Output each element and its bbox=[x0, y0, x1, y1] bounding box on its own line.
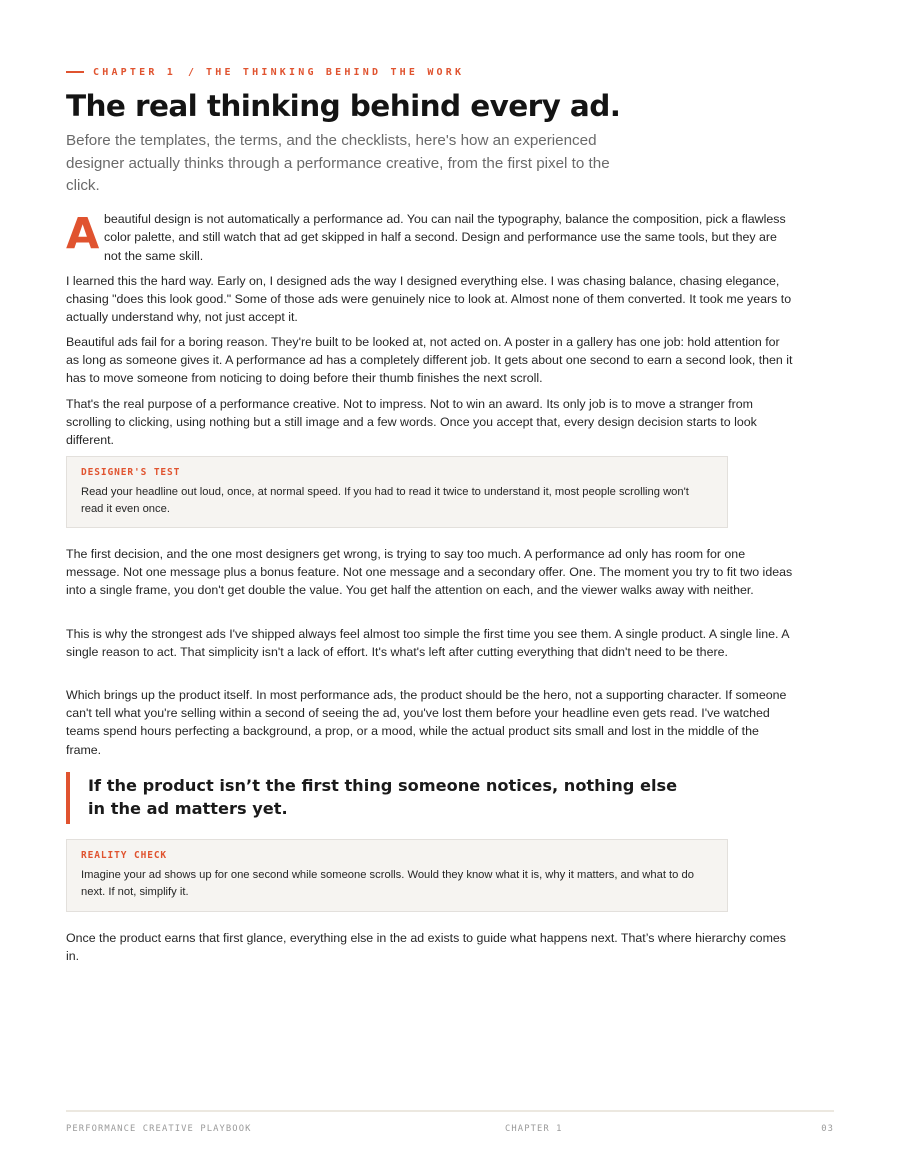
callout-label: REALITY CHECK bbox=[81, 850, 168, 861]
page-subtitle: Before the templates, the terms, and the checklists, here's how an experienced designer actually thinks through a performance creative, from the first pixel to the click. bbox=[66, 132, 610, 195]
callout-reality-check bbox=[66, 839, 728, 912]
chapter-label: CHAPTER 1 bbox=[93, 66, 176, 78]
callout-label: DESIGNER'S TEST bbox=[81, 467, 181, 478]
chapter-eyebrow bbox=[66, 66, 464, 78]
body-paragraph: I learned this the hard way. Early on, I designed ads the way I designed everything else. I was chasing balance, chasing elegance, chasing "does this look good." Some of those ads were genuinely nice to look at. Almost none of them converted. It took me years to actually understand why, not just accept it. bbox=[66, 274, 792, 325]
intro-text: beautiful design is not automatically a performance ad. You can nail the typography, balance the composition, pick a flawless color palette, and still watch that ad get skipped in half a second. Design and performance use the same tools, but they are not the same skill. bbox=[104, 212, 786, 263]
footer-book-title: PERFORMANCE CREATIVE PLAYBOOK bbox=[66, 1124, 252, 1134]
body-paragraph: Once the product earns that first glance, everything else in the ad exists to guide what happens next. That’s where hierarchy comes in. bbox=[66, 931, 786, 964]
footer-chapter: CHAPTER 1 bbox=[505, 1124, 563, 1134]
body-paragraph: That's the real purpose of a performance creative. Not to impress. Not to win an award. Its only job is to move a stranger from scrolling to clicking, using nothing but a still image and a few words. Once you accept that, every design decision starts to look different. bbox=[66, 397, 757, 448]
body-paragraph: Which brings up the product itself. In most performance ads, the product should be the hero, not a supporting character. If someone can't tell what you're selling within a second of seeing the ad, you've lost them before your headline even gets read. I've watched teams spend hours perfecting a background, a prop, or a mood, while the actual product sits small and lost in the middle of the frame. bbox=[66, 688, 787, 757]
page-title: The real thinking behind every ad. bbox=[66, 89, 621, 123]
eyebrow-separator: / bbox=[188, 66, 195, 78]
pull-quote bbox=[66, 772, 686, 824]
pull-quote-text: If the product isn’t the first thing someone notices, nothing else in the ad matters yet. bbox=[88, 776, 678, 818]
footer-page-number: 03 bbox=[821, 1124, 834, 1134]
body-paragraph: The first decision, and the one most designers get wrong, is trying to say too much. A performance ad only has room for one message. Not one message plus a bonus feature. Not one message and a secondary offer. One. The moment you try to fit two ideas into a single frame, you don't get double the value. You get half the attention on each, and the viewer walks away with neither. bbox=[66, 547, 793, 598]
page-footer bbox=[66, 1124, 834, 1136]
body-paragraph: This is why the strongest ads I've shipped always feel almost too simple the first time you see them. A single product. A single line. A single reason to act. That simplicity isn't a lack of effort. It's what's left after cutting everything that didn't need to be there. bbox=[66, 627, 789, 660]
body-paragraph: Beautiful ads fail for a boring reason. They're built to be looked at, not acted on. A poster in a gallery has one job: hold attention for as long as someone gives it. A performance ad has a completely different job. It gets about one second to earn a second look, then it has to move someone from noticing to doing before their thumb finishes the next scroll. bbox=[66, 335, 793, 386]
eyebrow-rule bbox=[66, 71, 84, 73]
section-label: THE THINKING BEHIND THE WORK bbox=[206, 66, 465, 78]
document-page bbox=[66, 0, 834, 1165]
callout-designers-test bbox=[66, 456, 728, 528]
callout-text: Read your headline out loud, once, at normal speed. If you had to read it twice to understand it, most people scrolling won't read it even once. bbox=[81, 486, 689, 516]
callout-text: Imagine your ad shows up for one second while someone scrolls. Would they know what it is, why it matters, and what to do next. If not, simplify it. bbox=[81, 869, 694, 899]
drop-cap: A bbox=[66, 209, 100, 259]
footer-divider bbox=[66, 1110, 834, 1112]
